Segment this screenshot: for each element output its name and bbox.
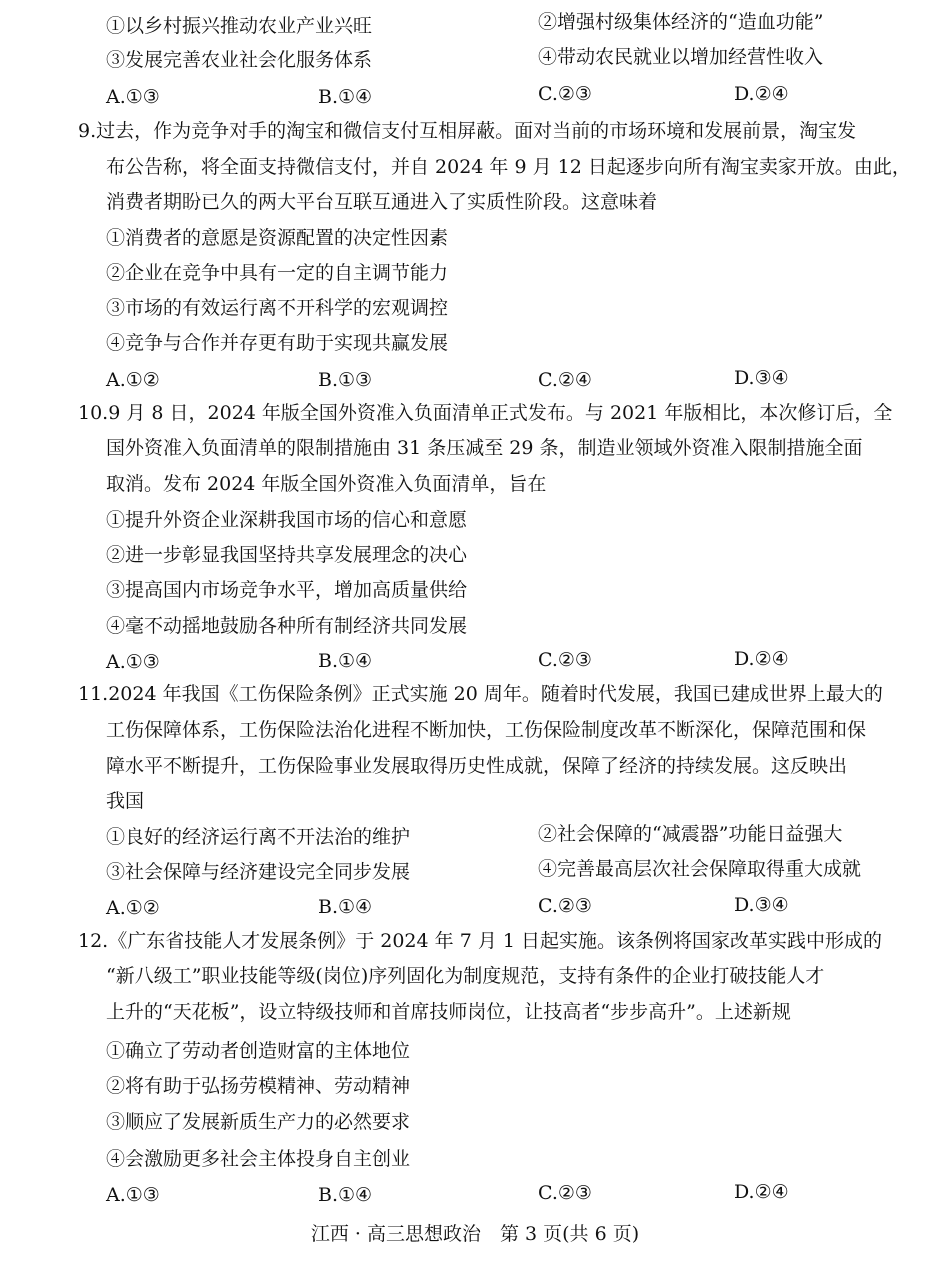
choice-1: ①消费者的意愿是资源配置的决定性因素 [106,227,449,249]
choice-1: ①以乡村振兴推动农业产业兴旺 [106,15,373,37]
choice-4: ④带动农民就业以增加经营性收入 [538,46,824,68]
choice-3: ③市场的有效运行离不开科学的宏观调控 [106,297,449,319]
question-stem-line: 10.9 月 8 日，2024 年版全国外资准入负面清单正式发布。与 2021 年版相比，本次修订后，全 [78,402,893,424]
choice-2: ②进一步彰显我国坚持共享发展理念的决心 [106,544,468,566]
page-footer: 江西 · 高三思想政治 第 3 页(共 6 页) [310,1223,640,1245]
option-a: A.①③ [106,651,160,673]
option-d: D.③④ [734,367,789,389]
choice-1: ①确立了劳动者创造财富的主体地位 [106,1040,411,1062]
option-a: A.①③ [106,1184,160,1206]
option-c: C.②③ [538,83,592,105]
option-b: B.①④ [318,86,373,108]
option-c: C.②④ [538,369,592,391]
question-stem-line: 11.2024 年我国《工伤保险条例》正式实施 20 周年。随着时代发展，我国已建成世界上最大的 [78,683,883,705]
option-d: D.②④ [734,83,789,105]
choice-4: ④完善最高层次社会保障取得重大成就 [538,858,862,880]
choice-2: ②增强村级集体经济的“造血功能” [538,11,824,33]
option-b: B.①④ [318,1184,373,1206]
question-stem-line: 取消。发布 2024 年版全国外资准入负面清单，旨在 [106,473,547,495]
option-c: C.②③ [538,1182,592,1204]
question-stem-line: 障水平不断提升，工伤保险事业发展取得历史性成就，保障了经济的持续发展。这反映出 [106,755,848,777]
option-a: A.①② [106,897,160,919]
choice-2: ②企业在竞争中具有一定的自主调节能力 [106,262,449,284]
option-c: C.②③ [538,895,592,917]
option-a: A.①③ [106,86,160,108]
choice-3: ③提高国内市场竞争水平，增加高质量供给 [106,579,468,601]
choice-2: ②社会保障的“减震器”功能日益强大 [538,823,843,845]
question-stem-line: 9.过去，作为竞争对手的淘宝和微信支付互相屏蔽。面对当前的市场环境和发展前景，淘宝发 [78,120,857,142]
question-stem-line: 工伤保障体系，工伤保险法治化进程不断加快，工伤保险制度改革不断深化，保障范围和保 [106,719,867,741]
question-stem-line: 消费者期盼已久的两大平台互联互通进入了实质性阶段。这意味着 [106,191,658,213]
option-b: B.①④ [318,896,373,918]
choice-2: ②将有助于弘扬劳模精神、劳动精神 [106,1075,411,1097]
option-d: D.②④ [734,1181,789,1203]
option-d: D.②④ [734,648,789,670]
question-stem-line: 12.《广东省技能人才发展条例》于 2024 年 7 月 1 日起实施。该条例将国家改革实践中形成的 [78,930,882,952]
option-a: A.①② [106,369,160,391]
option-b: B.①④ [318,650,373,672]
choice-1: ①提升外资企业深耕我国市场的信心和意愿 [106,509,468,531]
question-stem-line: 国外资准入负面清单的限制措施由 31 条压减至 29 条，制造业领域外资准入限制措施全面 [106,437,863,459]
question-stem-line: 我国 [106,790,145,812]
choice-3: ③发展完善农业社会化服务体系 [106,49,373,71]
choice-1: ①良好的经济运行离不开法治的维护 [106,826,411,848]
question-stem-line: “新八级工”职业技能等级(岗位)序列固化为制度规范，支持有条件的企业打破技能人才 [106,965,825,987]
choice-4: ④会激励更多社会主体投身自主创业 [106,1148,411,1170]
choice-3: ③顺应了发展新质生产力的必然要求 [106,1111,411,1133]
option-b: B.①③ [318,369,373,391]
choice-4: ④毫不动摇地鼓励各种所有制经济共同发展 [106,615,468,637]
choice-4: ④竞争与合作并存更有助于实现共赢发展 [106,332,449,354]
option-c: C.②③ [538,649,592,671]
question-stem-line: 布公告称，将全面支持微信支付，并自 2024 年 9 月 12 日起逐步向所有淘宝卖家开放。由此， [106,156,911,178]
choice-3: ③社会保障与经济建设完全同步发展 [106,861,411,883]
option-d: D.③④ [734,894,789,916]
question-stem-line: 上升的“天花板”，设立特级技师和首席技师岗位，让技高者“步步高升”。上述新规 [106,1001,791,1023]
